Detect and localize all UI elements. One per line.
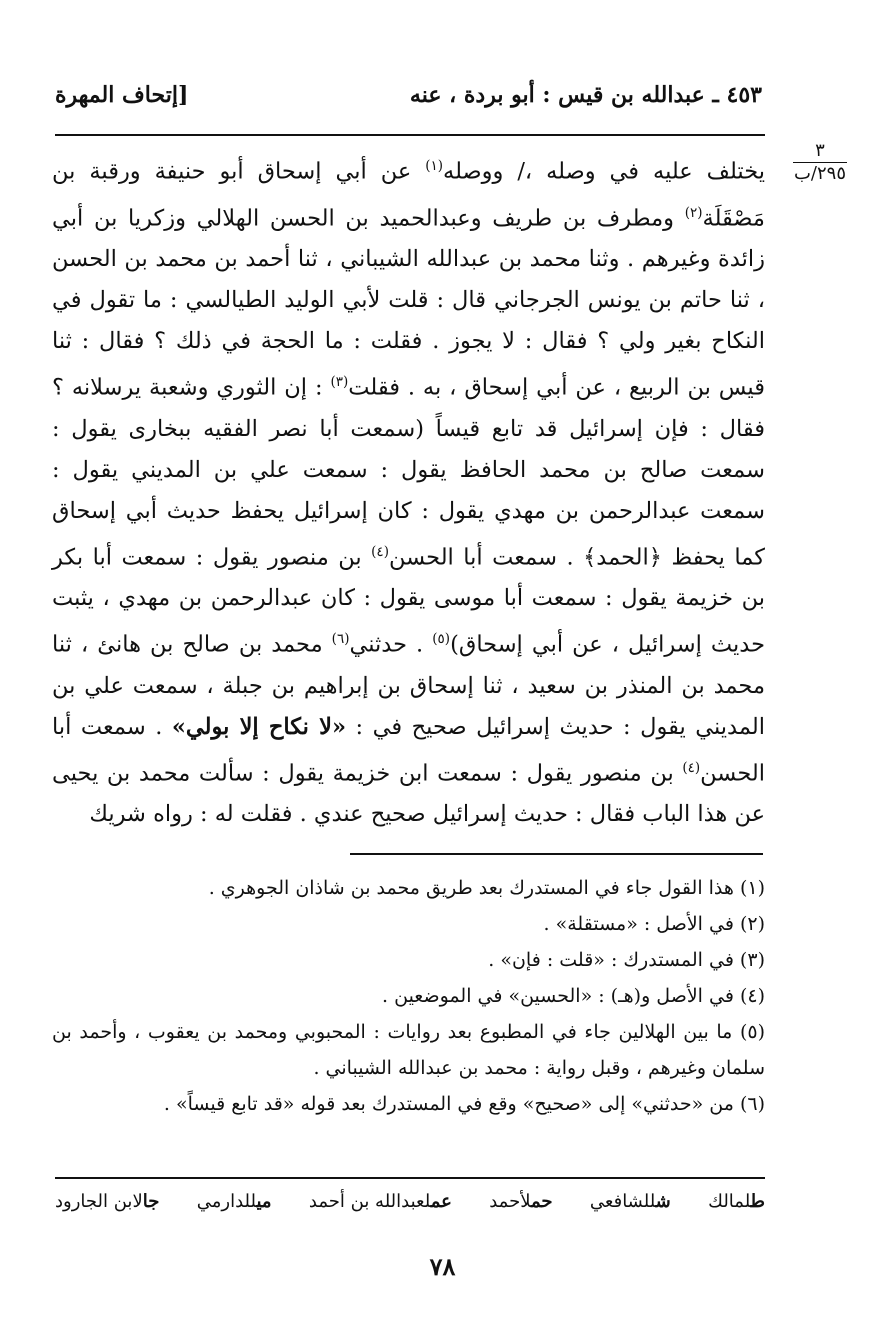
footnote-3: (٣) في المستدرك : «قلت : فإن» .	[488, 949, 765, 971]
text-segment: بن منصور يقول : سمعت أبا بكر بن خزيمة يقول : سمعت أبا موسى يقول : كان عبدالرحمن بن مهدي ، يثبت حديث إسرائيل ، عن أبي إسحاق)	[52, 544, 765, 658]
text-segment: ومطرف بن طريف وعبدالحميد بن الحسن الهلالي وزكريا بن أبي زائدة وغيرهم . وثنا محمد بن عبدالله الشيباني ، ثنا أحمد بن محمد بن الحسن ، ثنا حاتم بن يونس الجرجاني قال : قلت لأبي الوليد الطيالسي : ما تقول في النكاح بغير ولي ؟ فقال : لا يجوز . فقلت : ما الحجة في ذلك ؟ فقال : ثنا قيس بن الربيع ، عن أبي إسحاق ، به . فقلت	[52, 205, 765, 401]
footnotes	[52, 870, 765, 1122]
footnote-4: (٤) في الأصل و(هـ) : «الحسين» في الموضعين .	[382, 985, 765, 1007]
footnote-ref[interactable]: (٣)	[330, 374, 349, 390]
text-segment: . حدثني	[349, 631, 433, 658]
margin-folio: ٢٩٥/ب	[793, 163, 847, 184]
footnote-ref[interactable]: (١)	[425, 158, 444, 174]
abbreviations-key	[55, 1184, 765, 1220]
book-title: [إتحاف المهرة	[55, 82, 189, 108]
hadith-quote: «لا نكاح إلا بولي»	[171, 713, 347, 740]
footnote-ref[interactable]: (٤)	[682, 759, 701, 776]
footnote-1: (١) هذا القول جاء في المستدرك بعد طريق محمد بن شاذان الجوهري .	[208, 877, 765, 899]
abbreviations-rule	[55, 1177, 765, 1179]
footnote-ref[interactable]: (٦)	[331, 631, 350, 647]
abbreviation-item: طلمالك	[708, 1191, 765, 1212]
footnote-5: (٥) ما بين الهلالين جاء في المطبوع بعد روايات : المحبوبي ومحمد بن يعقوب ، وأحمد بن سلمان وغيرهم ، وقبل رواية : محمد بن عبدالله الشيباني .	[52, 1021, 765, 1079]
footnote-ref[interactable]: (٢)	[684, 204, 703, 221]
text-segment: بن منصور يقول : سمعت ابن خزيمة يقول : سألت محمد بن يحيى عن هذا الباب فقال : حديث إسرائيل صحيح عندي . فقلت له : رواه شريك	[52, 760, 765, 827]
abbreviation-item: ميللدارمي	[196, 1191, 272, 1212]
abbreviation-item: جالابن الجارود	[55, 1191, 160, 1212]
abbreviation-item: شللشافعي	[589, 1191, 671, 1212]
text-segment: عن أبي إسحاق أبو حنيفة ورقبة بن مَصْقَلَة	[52, 158, 765, 231]
footnote-6: (٦) من «حدثني» إلى «صحيح» وقع في المستدرك بعد قوله «قد تابع قيساً» .	[163, 1093, 765, 1115]
header-rule	[55, 134, 765, 136]
text-segment: . سمعت أبا الحسن	[52, 713, 765, 786]
footnote-ref[interactable]: (٤)	[371, 543, 389, 560]
abbreviation-item: عملعبدالله بن أحمد	[308, 1191, 452, 1212]
chapter-title: ٤٥٣ ـ عبدالله بن قيس : أبو بردة ، عنه	[409, 82, 762, 108]
page-number: ٧٨	[429, 1252, 456, 1281]
text-segment: : إن الثوري وشعبة يرسلانه ؟ فقال : فإن إسرائيل قد تابع قيساً (سمعت أبا نصر الفقيه ببخارى يقول : سمعت صالح بن محمد الحافظ يقول : سمعت علي بن المديني يقول : سمعت عبدالرحمن بن مهدي يقول : كان إسرائيل يحفظ حديث أبي إسحاق كما يحفظ ﴿الحمد﴾ . سمعت أبا الحسن	[52, 374, 765, 570]
margin-number: ٣	[815, 140, 825, 161]
text-segment: يختلف عليه في وصله ،/ ووصله	[443, 158, 765, 185]
main-paragraph	[52, 146, 765, 835]
footnote-2: (٢) في الأصل : «مستقلة» .	[543, 913, 765, 935]
page-header	[55, 82, 762, 122]
text-segment: محمد بن صالح بن هانئ ، ثنا محمد بن المنذر بن سعيد ، ثنا إسحاق بن إبراهيم بن جبلة ، سمعت علي بن المديني يقول : حديث إسرائيل صحيح في :	[52, 631, 765, 740]
abbreviation-item: حملأحمد	[489, 1191, 553, 1212]
footnote-rule	[350, 853, 763, 855]
margin-note	[770, 142, 870, 183]
main-text	[52, 146, 765, 835]
footnote-ref[interactable]: (٥)	[432, 631, 451, 647]
